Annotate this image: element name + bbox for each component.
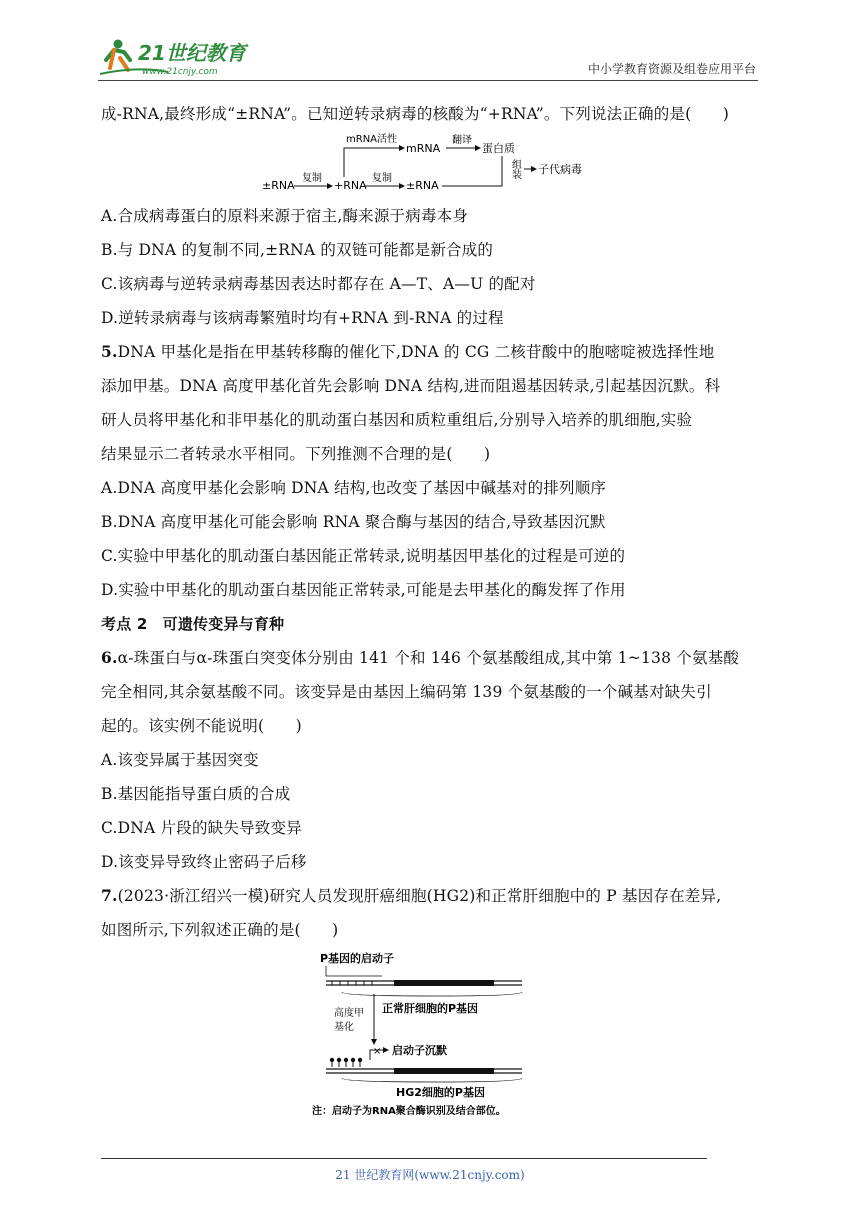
q6-stem-line-3: 起的。该实例不能说明( ): [101, 717, 302, 735]
q7-number: 7.: [101, 886, 118, 905]
methylation-pins: [330, 1058, 362, 1067]
node-plus-rna: +RNA: [334, 179, 367, 192]
q5-stem-line-3: 研人员将甲基化和非甲基化的肌动蛋白基因和质粒重组后,分别导入培养的肌细胞,实验: [101, 411, 693, 429]
q5-option-b: B.DNA 高度甲基化可能会影响 RNA 聚合酶与基因的结合,导致基因沉默: [101, 513, 606, 531]
p-gene-methylation-diagram: [312, 950, 592, 1120]
q6-stem-line-2: 完全相同,其余氨基酸不同。该变异是由基因上编码第 139 个氨基酸的一个碱基对缺失引: [101, 683, 712, 701]
edge-mrna-activity: mRNA活性: [346, 134, 398, 145]
q5-option-d: D.实验中甲基化的肌动蛋白基因能正常转录,可能是去甲基化的酶发挥了作用: [101, 581, 626, 599]
header-divider: [98, 80, 758, 81]
label-normal-gene: 正常肝细胞的P基因: [382, 1002, 479, 1015]
edge-assemble: 组装: [509, 159, 521, 179]
q4-option-a: A.合成病毒蛋白的原料来源于宿主,酶来源于病毒本身: [101, 207, 469, 225]
node-protein: 蛋白质: [482, 142, 515, 155]
figure-note: 注：启动子为RNA聚合酶识别及结合部位。: [312, 1106, 506, 1117]
q7-text-1: (2023·浙江绍兴一模)研究人员发现肝癌细胞(HG2)和正常肝细胞中的 P 基因存在差异,: [117, 887, 722, 905]
q6-option-c: C.DNA 片段的缺失导致变异: [101, 819, 302, 837]
edge-copy-2: 复制: [372, 173, 392, 184]
q5-stem-line-1: [101, 342, 714, 362]
hg2-brace: [342, 1078, 522, 1082]
q6-option-d: D.该变异导致终止密码子后移: [101, 853, 307, 871]
logo-subtext: www.21cnjy.com: [142, 67, 218, 77]
q7-stem-line-2: 如图所示,下列叙述正确的是( ): [101, 921, 339, 939]
node-progeny-virus: 子代病毒: [538, 163, 582, 176]
q6-number: 6.: [101, 648, 118, 667]
hg2-gene-line: [326, 1068, 522, 1074]
footer-divider: [101, 1158, 707, 1159]
q6-option-b: B.基因能指导蛋白质的合成: [101, 785, 291, 803]
question-4-stem-tail: 成-RNA,最终形成“±RNA”。已知逆转录病毒的核酸为“+RNA”。下列说法正确的是( ): [101, 105, 730, 123]
connector-rna-assembly: [442, 156, 502, 186]
node-mrna: mRNA: [406, 142, 441, 155]
label-methylation-1: 高度甲: [334, 1008, 364, 1019]
header-platform-name: 中小学教育资源及组卷应用平台: [587, 62, 756, 76]
footer-site: 21 世纪教育网(www.21cnjy.com): [335, 1168, 525, 1182]
label-hg2-gene: HG2细胞的P基因: [396, 1086, 485, 1099]
q5-stem-line-4: 结果显示二者转录水平相同。下列推测不合理的是( ): [101, 445, 491, 463]
logo-text: 21世纪教育: [138, 41, 246, 65]
normal-brace: [342, 992, 522, 996]
rna-replication-diagram: [262, 131, 602, 195]
edge-translate: 翻译: [452, 135, 472, 146]
label-promoter: P基因的启动子: [320, 952, 395, 965]
label-promoter-silence: 启动子沉默: [392, 1044, 447, 1057]
q5-option-c: C.实验中甲基化的肌动蛋白基因能正常转录,说明基因甲基化的过程是可逆的: [101, 547, 626, 565]
normal-gene-line: [326, 980, 522, 986]
label-methylation-2: 基化: [334, 1022, 354, 1033]
q5-stem-line-2: 添加甲基。DNA 高度甲基化首先会影响 DNA 结构,进而阻遏基因转录,引起基因沉默。科: [101, 377, 721, 395]
q4-option-c: C.该病毒与逆转录病毒基因表达时都存在 A—T、A—U 的配对: [101, 275, 536, 293]
q6-option-a: A.该变异属于基因突变: [101, 751, 259, 769]
q6-text-1: α-珠蛋白与α-珠蛋白突变体分别由 141 个和 146 个氨基酸组成,其中第 1~138 个氨基酸: [117, 649, 740, 667]
q7-stem-line-1: [101, 886, 721, 906]
site-logo: [98, 36, 268, 80]
q6-stem-line-1: [101, 648, 739, 668]
q5-text-1: DNA 甲基化是指在甲基转移酶的催化下,DNA 的 CG 二核苷酸中的胞嘧啶被选择性地: [117, 343, 715, 361]
q4-option-b: B.与 DNA 的复制不同,±RNA 的双链可能都是新合成的: [101, 241, 494, 259]
edge-copy-1: 复制: [302, 173, 322, 184]
promoter-bracket: [326, 966, 382, 976]
node-double-rna: ±RNA: [262, 179, 295, 192]
block-mark-icon: ×: [373, 1046, 382, 1057]
q5-number: 5.: [101, 342, 118, 361]
node-double-rna-2: ±RNA: [406, 179, 439, 192]
q5-option-a: A.DNA 高度甲基化会影响 DNA 结构,也改变了基因中碱基对的排列顺序: [101, 479, 607, 497]
section-heading: 考点 2 可遗传变异与育种: [101, 615, 285, 633]
q4-option-d: D.逆转录病毒与该病毒繁殖时均有+RNA 到-RNA 的过程: [101, 309, 504, 327]
